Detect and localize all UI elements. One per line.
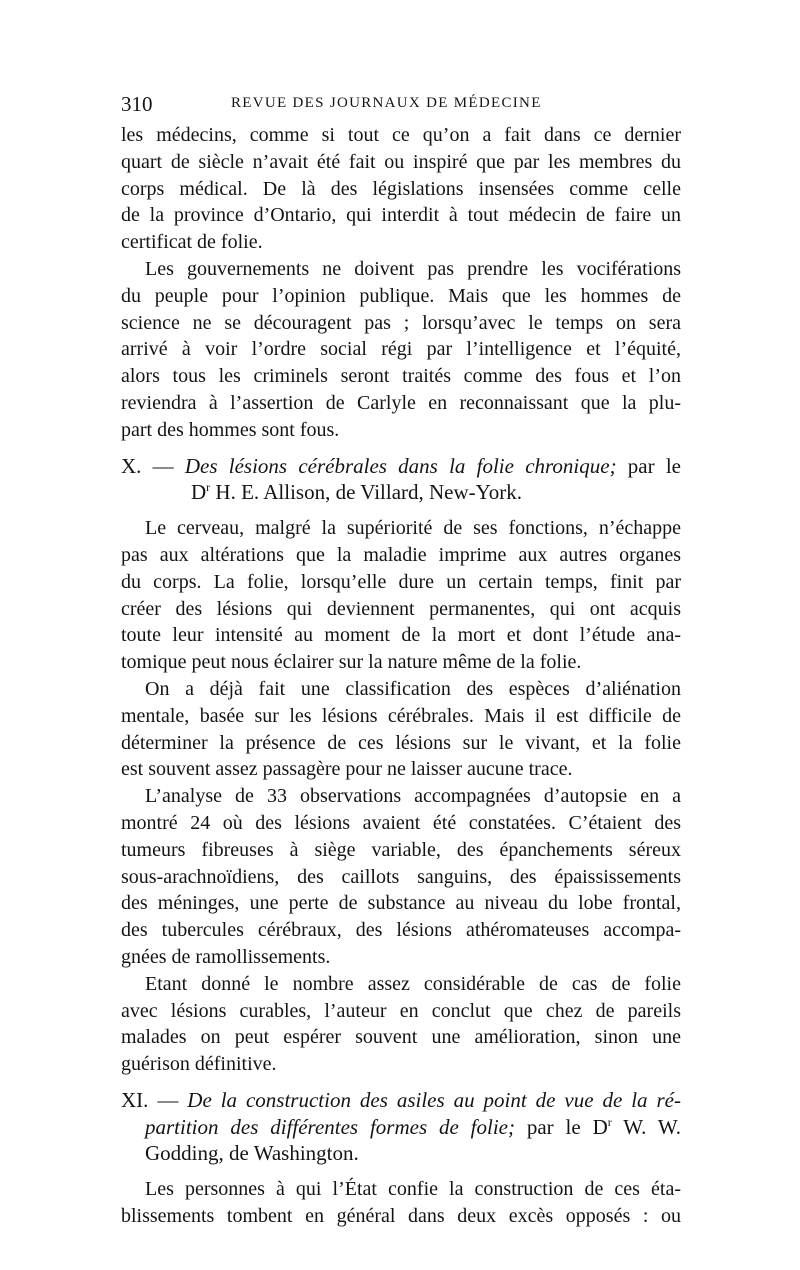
text-line: du corps. La folie, lorsqu’elle dure un certain temps, finit par — [121, 570, 681, 593]
text-line: alors tous les criminels seront traités comme des fous et l’on — [121, 365, 681, 388]
page-number: 310 — [121, 92, 153, 116]
section-title: partition des différentes formes de folie; — [145, 1114, 515, 1139]
text-line: de la province d’Ontario, qui interdit à tout médecin de faire un — [121, 204, 681, 227]
text-line: sous-arachnoïdiens, des caillots sanguins, des épaississements — [121, 865, 681, 888]
page-header — [121, 92, 681, 120]
text-line: mentale, basée sur les lésions cérébrales. Mais il est difficile de — [121, 704, 681, 727]
text-line: Les personnes à qui l’État confie la construction de ces éta- — [145, 1178, 681, 1201]
section-numeral: X. — — [121, 453, 185, 478]
text-line: malades on peut espérer souvent une amélioration, sinon une — [121, 1026, 681, 1049]
section-heading-x — [121, 453, 681, 507]
paragraph-1 — [121, 122, 681, 256]
text-line: Etant donné le nombre assez considérable de cas de folie — [145, 972, 681, 995]
paragraph-5 — [121, 783, 681, 971]
section-heading-line — [121, 453, 681, 480]
text-line: L’analyse de 33 observations accompagnées d’autopsie en a — [145, 785, 681, 808]
text-line: est souvent assez passagère pour ne laisser aucune trace. — [121, 758, 573, 781]
author-sup: r — [206, 480, 211, 495]
text-line: toute leur intensité au moment de la mort et dont l’étude ana- — [121, 624, 681, 647]
author-prefix: D — [191, 480, 207, 505]
section-heading-line — [121, 1087, 681, 1114]
author-name: H. E. Allison, de Villard, New-York. — [210, 480, 522, 505]
text-line: reviendra à l’assertion de Carlyle en reconnaissant que la plu- — [121, 391, 681, 414]
text-line: corps médical. De là des législations insensées comme celle — [121, 177, 681, 200]
text-line: guérison définitive. — [121, 1053, 277, 1076]
text-line: déterminer la présence de ces lésions sur le vivant, et la folie — [121, 731, 681, 754]
text-line: des méninges, une perte de substance au niveau du lobe frontal, — [121, 892, 681, 915]
book-page — [121, 92, 681, 1230]
text-line: du peuple pour l’opinion publique. Mais que les hommes de — [121, 284, 681, 307]
author-sup: r — [607, 1114, 612, 1129]
text-line: arrivé à voir l’ordre social régi par l’intelligence et l’équité, — [121, 338, 681, 361]
running-title: REVUE DES JOURNAUX DE MÉDECINE — [231, 95, 542, 111]
paragraph-7 — [121, 1176, 681, 1230]
section-author-line: Godding, de Washington. — [145, 1141, 359, 1166]
author-name: W. W. — [611, 1114, 681, 1139]
text-line: On a déjà fait une classification des espèces d’aliénation — [145, 677, 681, 700]
paragraph-6 — [121, 971, 681, 1078]
text-line: pas aux altérations que la maladie imprime aux autres organes — [121, 543, 681, 566]
text-line: créer des lésions qui deviennent permanentes, qui ont acquis — [121, 597, 681, 620]
text-line: science ne se découragent pas ; lorsqu’avec le temps on sera — [121, 311, 681, 334]
section-title: Des lésions cérébrales dans la folie chronique; — [184, 453, 617, 478]
text-line: part des hommes sont fous. — [121, 418, 340, 441]
page-body — [121, 122, 681, 1230]
text-line: tomique peut nous éclairer sur la nature même de la folie. — [121, 651, 582, 674]
text-line: Les gouvernements ne doivent pas prendre les vociférations — [145, 257, 681, 280]
text-line: avec lésions curables, l’auteur en conclut que chez de pareils — [121, 999, 681, 1022]
text-line: certificat de folie. — [121, 231, 263, 254]
text-line: gnées de ramollissements. — [121, 945, 331, 968]
text-line: des tubercules cérébraux, des lésions athéromateuses accompa- — [121, 919, 681, 942]
paragraph-4 — [121, 676, 681, 783]
text-line: Le cerveau, malgré la supériorité de ses fonctions, n’échappe — [145, 517, 681, 540]
section-heading-line — [121, 1114, 681, 1141]
text-line: blissements tombent en général dans deux excès opposés : ou — [121, 1205, 681, 1228]
text-line: quart de siècle n’avait été fait ou inspiré que par les membres du — [121, 150, 681, 173]
section-author-line — [121, 479, 681, 506]
section-heading-xi — [121, 1087, 681, 1167]
paragraph-2 — [121, 256, 681, 444]
text-line: montré 24 où des lésions avaient été constatées. C’étaient des — [121, 811, 681, 834]
section-by: par le — [515, 1114, 593, 1139]
author-prefix: D — [592, 1114, 608, 1139]
section-by: par le — [616, 453, 681, 478]
section-title: De la construction des asiles au point de vue de la ré- — [187, 1087, 681, 1112]
section-numeral: XI. — — [121, 1087, 188, 1112]
text-line: les médecins, comme si tout ce qu’on a fait dans ce dernier — [121, 124, 681, 146]
text-line: tumeurs fibreuses à siège variable, des épanchements séreux — [121, 838, 681, 861]
paragraph-3 — [121, 515, 681, 676]
